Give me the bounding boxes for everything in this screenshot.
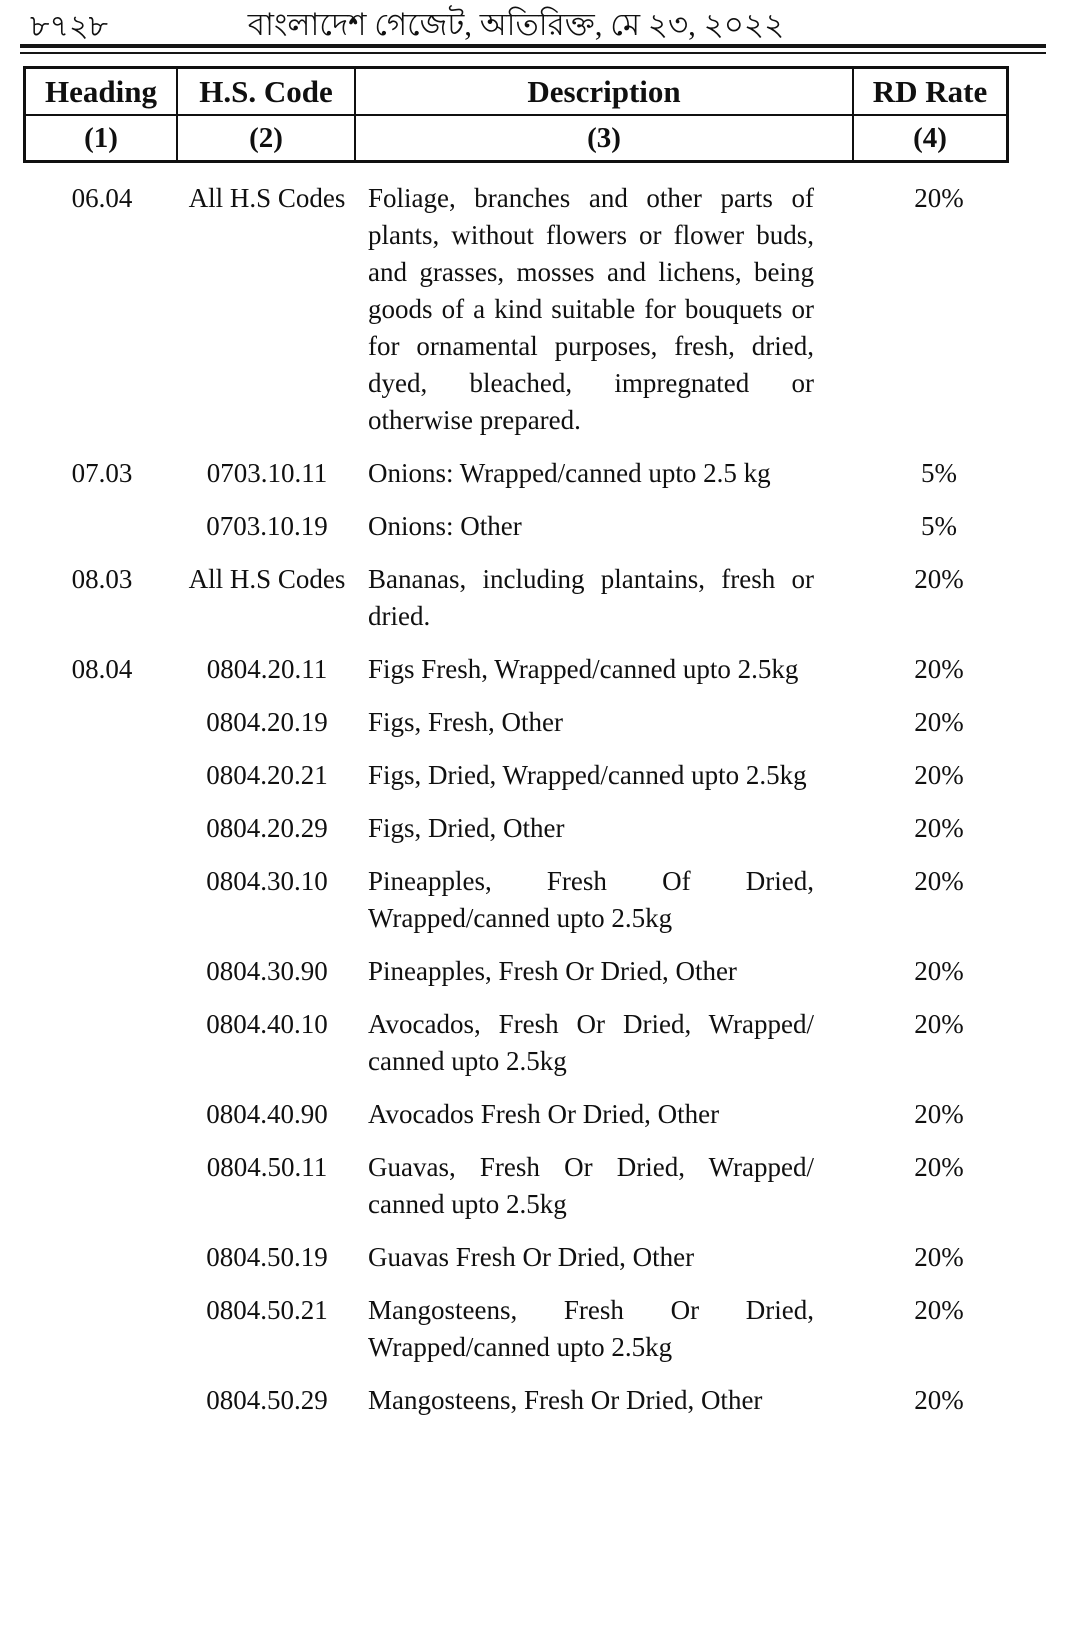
description-cell: Avocados, Fresh Or Dried, Wrapped/ canned upto 2.5kg xyxy=(368,1009,814,1076)
table-row xyxy=(26,1239,1006,1292)
table-row xyxy=(26,1292,1006,1382)
description-cell: Pineapples, Fresh Of Dried, Wrapped/canned upto 2.5kg xyxy=(368,866,814,933)
description-cell: Avocados Fresh Or Dried, Other xyxy=(368,1099,720,1129)
rd-rate-cell: 20% xyxy=(914,760,964,790)
hs-code-cell: 0804.20.19 xyxy=(206,707,328,737)
description-cell: Figs, Dried, Wrapped/canned upto 2.5kg xyxy=(368,760,807,790)
rd-rate-cell: 20% xyxy=(914,1099,964,1129)
heading-cell xyxy=(26,810,178,847)
tariff-table-header xyxy=(23,66,1009,163)
tariff-table-body xyxy=(26,180,1006,1435)
rd-rate-cell: 20% xyxy=(914,1009,964,1039)
rd-rate-cell: 20% xyxy=(914,866,964,896)
heading-cell xyxy=(26,1096,178,1133)
heading-cell xyxy=(26,1006,178,1080)
heading-cell: 08.03 xyxy=(71,564,133,594)
description-cell: Figs, Dried, Other xyxy=(368,813,565,843)
heading-cell xyxy=(26,757,178,794)
description-cell: Guavas Fresh Or Dried, Other xyxy=(368,1242,695,1272)
heading-cell xyxy=(26,1149,178,1223)
rd-rate-cell: 20% xyxy=(914,1385,964,1415)
table-row xyxy=(26,508,1006,561)
hs-code-cell: 0804.50.11 xyxy=(206,1152,328,1182)
hs-code-cell: 0804.30.90 xyxy=(206,956,328,986)
hs-code-cell: 0804.20.11 xyxy=(206,654,328,684)
table-row xyxy=(26,651,1006,704)
hs-code-cell: 0703.10.19 xyxy=(206,511,328,541)
table-row xyxy=(26,1096,1006,1149)
rd-rate-cell: 20% xyxy=(914,654,964,684)
hs-code-cell: 0804.40.10 xyxy=(206,1009,328,1039)
table-row xyxy=(26,953,1006,1006)
description-cell: Pineapples, Fresh Or Dried, Other xyxy=(368,956,737,986)
heading-cell xyxy=(26,863,178,937)
hs-code-cell: 0804.30.10 xyxy=(206,866,328,896)
gazette-title: বাংলাদেশ গেজেট, অতিরিক্ত, মে ২৩, ২০২২ xyxy=(247,7,785,42)
table-row xyxy=(26,180,1006,455)
column-header-description: Description xyxy=(356,69,854,114)
rd-rate-cell: 20% xyxy=(914,956,964,986)
table-row xyxy=(26,1006,1006,1096)
hs-code-cell: 0703.10.11 xyxy=(206,458,328,488)
hs-code-cell: 0804.20.21 xyxy=(206,760,328,790)
table-row xyxy=(26,455,1006,508)
heading-cell xyxy=(26,953,178,990)
hs-code-cell: 0804.50.29 xyxy=(206,1385,328,1415)
rd-rate-cell: 20% xyxy=(914,183,964,213)
description-cell: Mangosteens, Fresh Or Dried, Other xyxy=(368,1385,763,1415)
table-row xyxy=(26,810,1006,863)
table-row xyxy=(26,1382,1006,1435)
hs-code-cell: 0804.40.90 xyxy=(206,1099,328,1129)
masthead-divider-rule xyxy=(20,44,1046,54)
rd-rate-cell: 20% xyxy=(914,707,964,737)
column-number-2: (2) xyxy=(178,116,356,160)
heading-cell xyxy=(26,704,178,741)
table-row xyxy=(26,757,1006,810)
hs-code-cell: All H.S Codes xyxy=(188,564,346,594)
column-header-hs-code: H.S. Code xyxy=(178,69,356,114)
rd-rate-cell: 5% xyxy=(921,458,957,488)
rd-rate-cell: 20% xyxy=(914,1152,964,1182)
description-cell: Onions: Other xyxy=(368,511,522,541)
description-cell: Figs Fresh, Wrapped/canned upto 2.5kg xyxy=(368,654,799,684)
hs-code-cell: 0804.50.21 xyxy=(206,1295,328,1325)
heading-cell: 08.04 xyxy=(71,654,133,684)
rd-rate-cell: 20% xyxy=(914,813,964,843)
hs-code-cell: 0804.20.29 xyxy=(206,813,328,843)
heading-cell: 07.03 xyxy=(71,458,133,488)
hs-code-cell: 0804.50.19 xyxy=(206,1242,328,1272)
rd-rate-cell: 20% xyxy=(914,1295,964,1325)
rd-rate-cell: 5% xyxy=(921,511,957,541)
description-cell: Guavas, Fresh Or Dried, Wrapped/ canned upto 2.5kg xyxy=(368,1152,814,1219)
description-cell: Bananas, including plantains, fresh or dried. xyxy=(368,564,814,631)
heading-cell xyxy=(26,1239,178,1276)
rd-rate-cell: 20% xyxy=(914,1242,964,1272)
table-row xyxy=(26,704,1006,757)
table-header-row xyxy=(26,69,1006,116)
description-cell: Onions: Wrapped/canned upto 2.5 kg xyxy=(368,458,771,488)
description-cell: Mangosteens, Fresh Or Dried, Wrapped/canned upto 2.5kg xyxy=(368,1295,814,1362)
heading-cell: 06.04 xyxy=(71,183,133,213)
table-column-number-row xyxy=(26,116,1006,160)
table-row xyxy=(26,1149,1006,1239)
column-header-heading: Heading xyxy=(26,69,178,114)
hs-code-cell: All H.S Codes xyxy=(188,183,346,213)
page-number: ৮৭২৮ xyxy=(30,10,108,43)
column-number-4: (4) xyxy=(913,121,947,154)
table-row xyxy=(26,863,1006,953)
rd-rate-cell: 20% xyxy=(914,564,964,594)
table-row xyxy=(26,561,1006,651)
heading-cell xyxy=(26,1292,178,1366)
column-number-3: (3) xyxy=(356,116,854,160)
description-cell: Foliage, branches and other parts of plants, without flowers or flower buds, and grasses, mosses and lichens, being goods of a kind suitable for bouquets or for ornamental purposes, fresh, dried, dyed, bleached, impregnated or otherwise prepared. xyxy=(368,183,814,435)
column-number-1: (1) xyxy=(26,116,178,160)
description-cell: Figs, Fresh, Other xyxy=(368,707,563,737)
heading-cell xyxy=(26,508,178,545)
heading-cell xyxy=(26,1382,178,1419)
column-header-rd-rate: RD Rate xyxy=(872,73,988,109)
